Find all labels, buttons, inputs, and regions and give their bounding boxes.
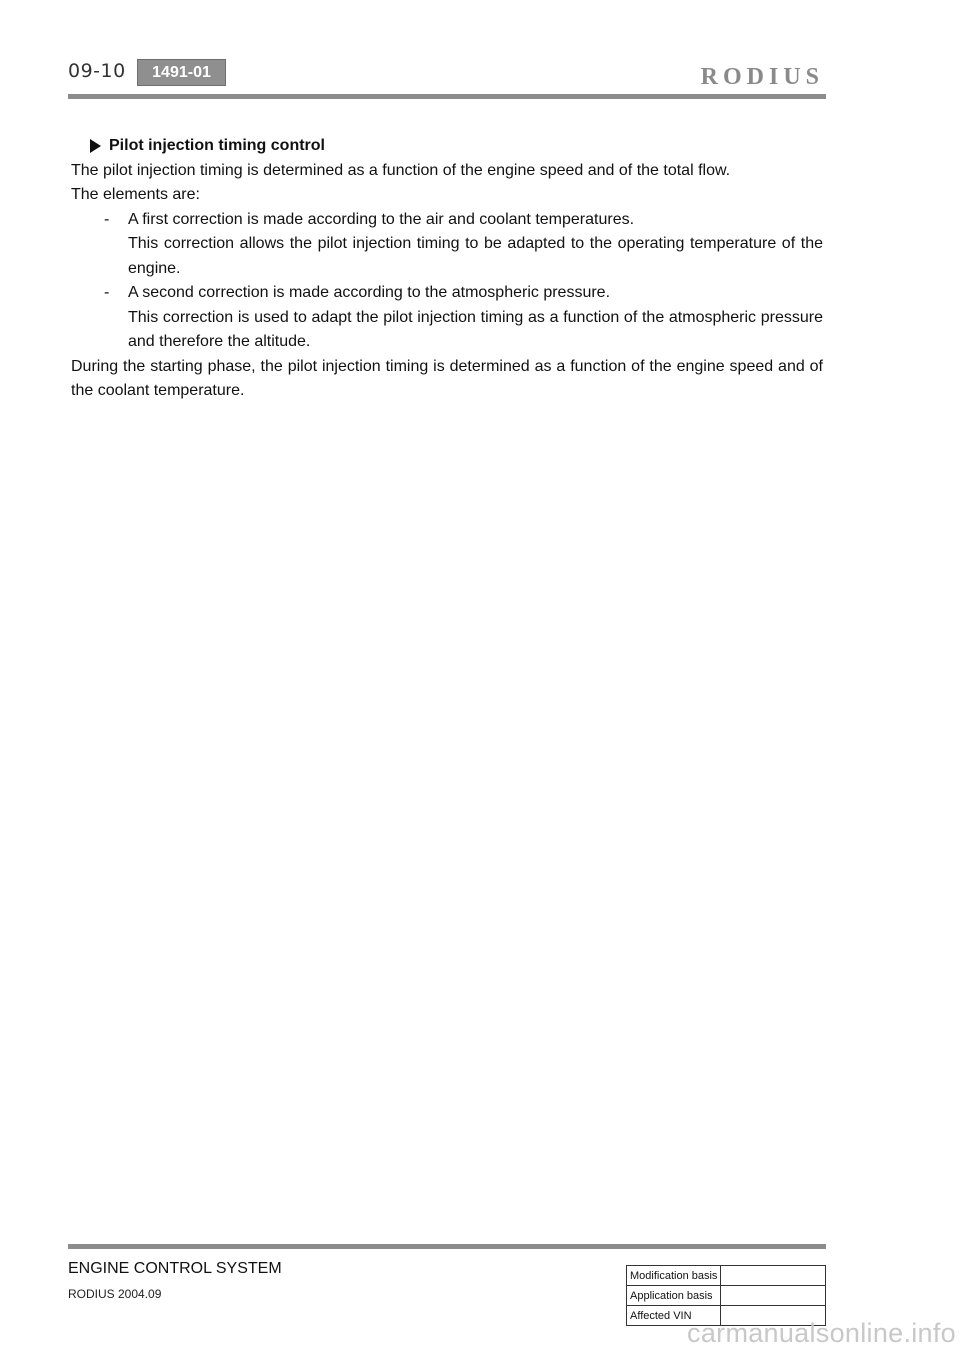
section-heading (71, 134, 823, 159)
watermark: carmanualsonline.info (687, 1318, 956, 1348)
table-cell-label: Application basis (627, 1286, 721, 1306)
list-item-text: A first correction is made according to the air and coolant temperatures. (128, 210, 635, 228)
basis-table (626, 1265, 826, 1326)
list-item-detail: This correction allows the pilot injection timing to be adapted to the operating temperature of the engine. (128, 235, 823, 277)
table-row (627, 1266, 826, 1286)
table-cell-label: Modification basis (627, 1266, 721, 1286)
section-heading-text: Pilot injection timing control (109, 137, 325, 154)
table-cell-value (721, 1266, 826, 1286)
list-item-text: A second correction is made according to the atmospheric pressure. (128, 284, 611, 301)
table-cell-value (721, 1286, 826, 1306)
triangle-bullet-icon (90, 139, 101, 153)
table-cell-label: Affected VIN (627, 1306, 721, 1326)
list-item-detail: This correction is used to adapt the pilot injection timing as a function of the atmospheric pressure and therefore the altitude. (128, 308, 823, 350)
paragraph-intro: The pilot injection timing is determined as a function of the engine speed and of the total flow. (71, 161, 731, 179)
list-item (104, 281, 823, 355)
page-number: 09-10 (68, 60, 126, 82)
footer-date: RODIUS 2004.09 (68, 1287, 162, 1301)
footer-rule (68, 1244, 826, 1249)
paragraph-elements: The elements are: (71, 186, 200, 203)
section-code-badge: 1491-01 (137, 59, 226, 86)
footer-section-title: ENGINE CONTROL SYSTEM (68, 1260, 282, 1277)
brand-logo: RODIUS (700, 64, 824, 90)
list-dash: - (104, 210, 110, 228)
list-dash: - (104, 284, 110, 301)
header-rule (68, 94, 826, 99)
table-row (627, 1286, 826, 1306)
main-content (71, 134, 823, 404)
list-item (104, 208, 823, 282)
paragraph-starting-phase: During the starting phase, the pilot injection timing is determined as a function of the engine speed and of the coolant temperature. (71, 357, 823, 399)
